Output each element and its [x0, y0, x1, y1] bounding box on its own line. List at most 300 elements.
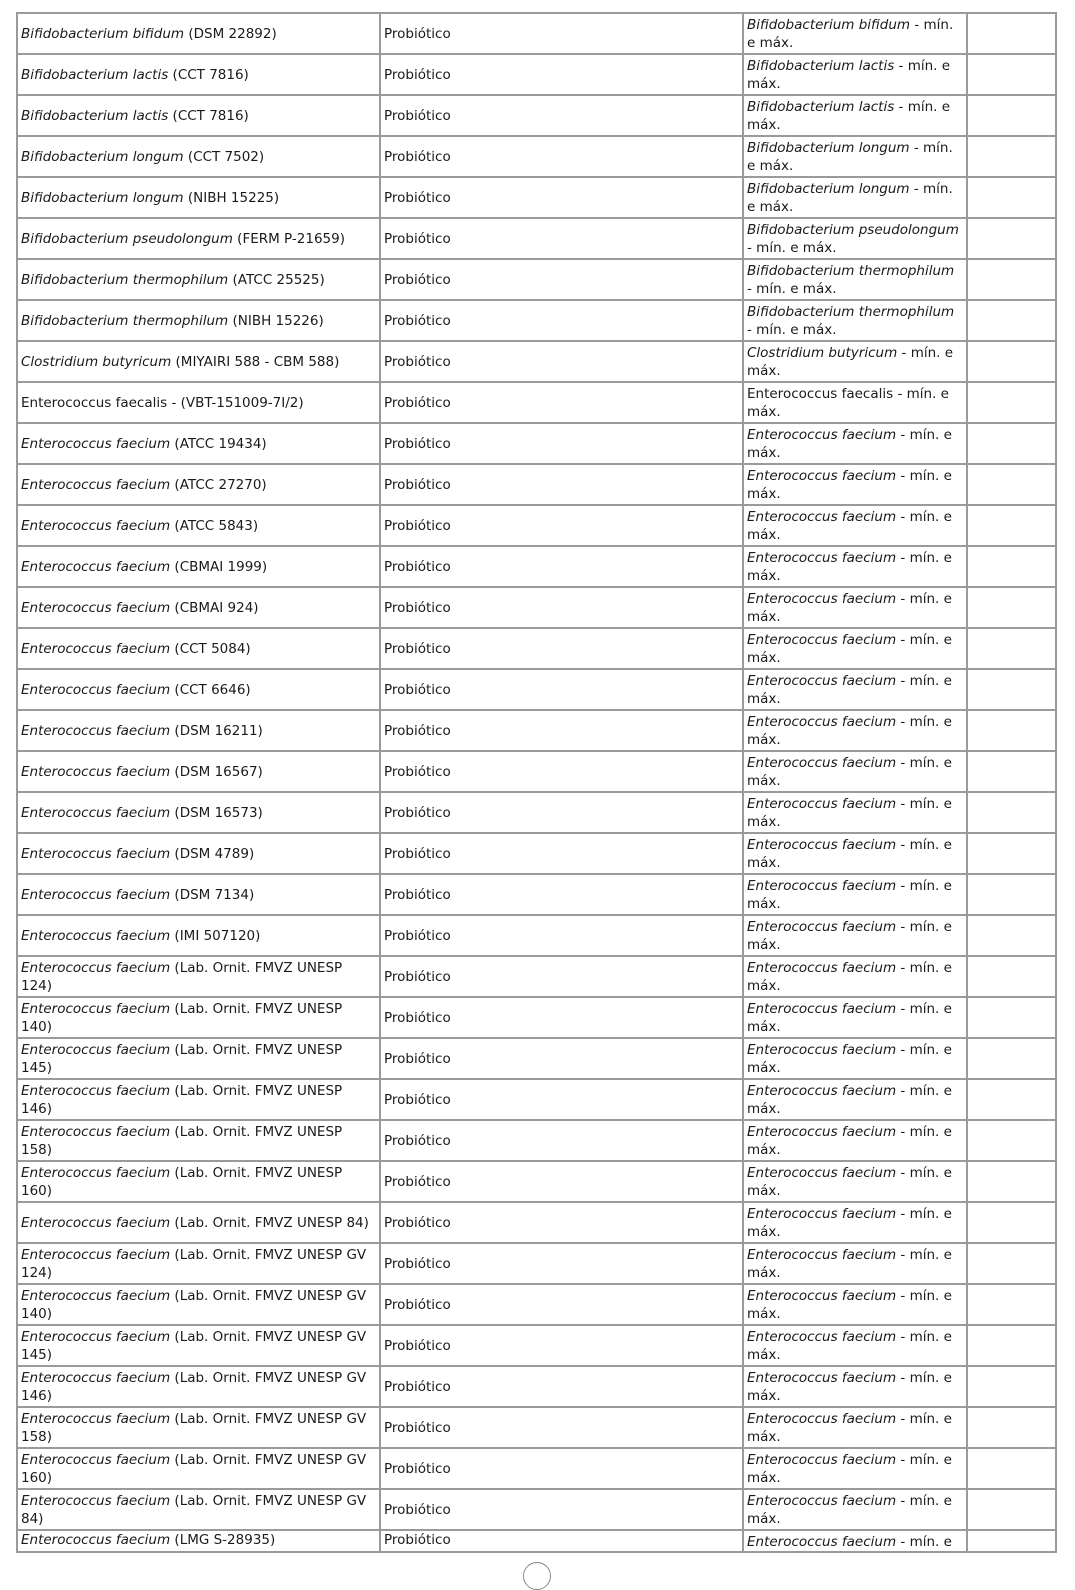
additive-name-cell — [17, 1202, 380, 1243]
strain-code: (DSM 16567) — [174, 763, 263, 780]
strain-code: (Lab. Ornit. FMVZ UNESP GV 124) — [21, 1246, 367, 1281]
empty-cell — [967, 915, 1056, 956]
table-row — [17, 628, 1056, 669]
guarantee-range: - mín. e máx. — [747, 58, 951, 92]
guarantee-cell — [743, 54, 967, 95]
guarantee-cell — [743, 218, 967, 259]
additive-name-cell — [17, 874, 380, 915]
table-row — [17, 1448, 1056, 1489]
table-row — [17, 177, 1056, 218]
species-name: Enterococcus faecium — [21, 1000, 171, 1017]
empty-cell — [967, 997, 1056, 1038]
table-row — [17, 1079, 1056, 1120]
additive-name-cell — [17, 54, 380, 95]
additive-name-cell — [17, 546, 380, 587]
additive-name-cell — [17, 1079, 380, 1120]
additive-name-cell — [17, 751, 380, 792]
guarantee-range: - mín. e máx. — [747, 345, 954, 379]
strain-code: (DSM 7134) — [174, 886, 255, 903]
table-row — [17, 874, 1056, 915]
guarantee-range: - mín. e máx. — [747, 837, 952, 871]
additive-name-cell — [17, 628, 380, 669]
guarantee-species: Enterococcus faecium — [747, 755, 897, 771]
empty-cell — [967, 792, 1056, 833]
strain-code: (LMG S-28935) — [174, 1532, 276, 1548]
empty-cell — [967, 874, 1056, 915]
guarantee-range: - mín. e máx. — [747, 1124, 952, 1158]
empty-cell — [967, 956, 1056, 997]
strain-code: (Lab. Ornit. FMVZ UNESP GV 84) — [21, 1492, 367, 1527]
guarantee-range: - mín. e máx. — [747, 140, 953, 174]
strain-code: (Lab. Ornit. FMVZ UNESP 84) — [174, 1214, 369, 1231]
guarantee-species: Bifidobacterium pseudolongum — [747, 222, 959, 238]
empty-cell — [967, 1284, 1056, 1325]
category-cell: Probiótico — [380, 54, 743, 95]
strain-code: (Lab. Ornit. FMVZ UNESP GV 158) — [21, 1410, 367, 1445]
guarantee-range: - mín. e máx. — [747, 386, 949, 420]
table-row — [17, 792, 1056, 833]
guarantee-range: - mín. e máx. — [747, 322, 837, 338]
table-row — [17, 382, 1056, 423]
additive-name-cell — [17, 341, 380, 382]
table-row — [17, 13, 1056, 54]
species-name: Bifidobacterium pseudolongum — [21, 230, 233, 247]
guarantee-range: - mín. e máx. — [747, 281, 837, 297]
guarantee-range: - mín. e máx. — [747, 1493, 952, 1527]
guarantee-range: - mín. e máx. — [747, 1370, 952, 1404]
guarantee-cell — [743, 1038, 967, 1079]
guarantee-species: Bifidobacterium lactis — [747, 99, 895, 115]
guarantee-cell — [743, 1079, 967, 1120]
guarantee-species: Enterococcus faecium — [747, 796, 897, 812]
category-cell: Probiótico — [380, 1161, 743, 1202]
guarantee-species: Enterococcus faecium — [747, 427, 897, 443]
table-row — [17, 587, 1056, 628]
empty-cell — [967, 464, 1056, 505]
table-row — [17, 546, 1056, 587]
table-row — [17, 1325, 1056, 1366]
species-name: Enterococcus faecium — [21, 1532, 171, 1548]
empty-cell — [967, 628, 1056, 669]
additive-name-cell — [17, 669, 380, 710]
guarantee-range: - mín. e máx. — [747, 878, 952, 912]
strain-code: (DSM 4789) — [174, 845, 255, 862]
guarantee-cell — [743, 505, 967, 546]
guarantee-species: Enterococcus faecium — [747, 1042, 897, 1058]
species-name: Enterococcus faecium — [21, 1246, 171, 1263]
guarantee-species: Enterococcus faecium — [747, 1247, 897, 1263]
strain-code: (Lab. Ornit. FMVZ UNESP 140) — [21, 1000, 343, 1035]
species-name: Enterococcus faecium — [21, 1492, 171, 1509]
species-name: Enterococcus faecium — [21, 435, 171, 452]
table-row — [17, 136, 1056, 177]
guarantee-range: - mín. e máx. — [747, 714, 952, 748]
species-name: Clostridium butyricum — [21, 353, 172, 370]
empty-cell — [967, 669, 1056, 710]
guarantee-cell — [743, 300, 967, 341]
guarantee-species: Enterococcus faecium — [747, 960, 897, 976]
empty-cell — [967, 1120, 1056, 1161]
strain-code: (ATCC 27270) — [174, 476, 267, 493]
guarantee-cell — [743, 751, 967, 792]
additive-name-cell — [17, 1284, 380, 1325]
strain-code: (ATCC 19434) — [174, 435, 267, 452]
guarantee-range: - mín. e máx. — [747, 1452, 952, 1486]
guarantee-cell — [743, 833, 967, 874]
species-name: Enterococcus faecium — [21, 1287, 171, 1304]
guarantee-cell — [743, 915, 967, 956]
species-name: Enterococcus faecium — [21, 1123, 171, 1140]
table-row — [17, 300, 1056, 341]
guarantee-range: - mín. e máx. — [747, 550, 952, 584]
strain-code: (Lab. Ornit. FMVZ UNESP GV 146) — [21, 1369, 367, 1404]
guarantee-species: Bifidobacterium thermophilum — [747, 304, 955, 320]
category-cell: Probiótico — [380, 1284, 743, 1325]
table-row — [17, 1284, 1056, 1325]
empty-cell — [967, 1038, 1056, 1079]
empty-cell — [967, 505, 1056, 546]
table-row — [17, 833, 1056, 874]
category-cell: Probiótico — [380, 1325, 743, 1366]
category-cell: Probiótico — [380, 546, 743, 587]
category-cell: Probiótico — [380, 874, 743, 915]
strain-code: (FERM P-21659) — [237, 230, 345, 247]
empty-cell — [967, 1448, 1056, 1489]
species-name: Enterococcus faecium — [21, 886, 171, 903]
guarantee-species: Enterococcus faecium — [747, 591, 897, 607]
strain-code: (DSM 16211) — [174, 722, 263, 739]
guarantee-range: - mín. e máx. — [747, 919, 952, 953]
strain-code: (DSM 22892) — [188, 25, 277, 42]
guarantee-cell — [743, 1325, 967, 1366]
guarantee-species: Enterococcus faecium — [747, 1001, 897, 1017]
guarantee-species: Enterococcus faecium — [747, 1370, 897, 1386]
species-name: Enterococcus faecium — [21, 1369, 171, 1386]
guarantee-cell — [743, 628, 967, 669]
guarantee-species: Enterococcus faecium — [747, 1165, 897, 1181]
category-cell: Probiótico — [380, 587, 743, 628]
guarantee-cell — [743, 956, 967, 997]
guarantee-species: Bifidobacterium longum — [747, 140, 910, 156]
table-row — [17, 915, 1056, 956]
empty-cell — [967, 136, 1056, 177]
additive-name-cell — [17, 177, 380, 218]
guarantee-species: Bifidobacterium thermophilum — [747, 263, 955, 279]
guarantee-cell — [743, 382, 967, 423]
category-cell: Probiótico — [380, 300, 743, 341]
guarantee-cell — [743, 1530, 967, 1552]
table-row — [17, 341, 1056, 382]
species-name: Enterococcus faecium — [21, 1214, 171, 1231]
empty-cell — [967, 1407, 1056, 1448]
additive-name-cell — [17, 423, 380, 464]
category-cell: Probiótico — [380, 136, 743, 177]
strain-code: (Lab. Ornit. FMVZ UNESP GV 140) — [21, 1287, 367, 1322]
table-row — [17, 956, 1056, 997]
guarantee-species: Enterococcus faecium — [747, 1452, 897, 1468]
guarantee-cell — [743, 136, 967, 177]
strain-code: (CCT 7502) — [187, 148, 265, 165]
additive-name-cell — [17, 1407, 380, 1448]
strain-code: (CCT 7816) — [172, 107, 249, 124]
table-row — [17, 1489, 1056, 1530]
guarantee-cell — [743, 997, 967, 1038]
category-cell: Probiótico — [380, 628, 743, 669]
additive-name-cell — [17, 1038, 380, 1079]
strain-code: (CBMAI 1999) — [174, 558, 268, 575]
additive-name-cell — [17, 1530, 380, 1552]
empty-cell — [967, 218, 1056, 259]
empty-cell — [967, 95, 1056, 136]
species-name: Enterococcus faecium — [21, 763, 171, 780]
guarantee-species: Enterococcus faecium — [747, 673, 897, 689]
species-name: Bifidobacterium thermophilum — [21, 312, 229, 329]
table-row — [17, 1243, 1056, 1284]
table-row — [17, 997, 1056, 1038]
table-row — [17, 1530, 1056, 1552]
guarantee-range: - mín. e máx. — [747, 632, 952, 666]
strain-code: (MIYAIRI 588 - CBM 588) — [175, 353, 340, 370]
guarantee-cell — [743, 464, 967, 505]
guarantee-range: - mín. e máx. — [747, 181, 953, 215]
empty-cell — [967, 1079, 1056, 1120]
additive-name-cell — [17, 218, 380, 259]
additive-name-cell — [17, 136, 380, 177]
category-cell: Probiótico — [380, 1038, 743, 1079]
table-row — [17, 1202, 1056, 1243]
strain-code: (DSM 16573) — [174, 804, 263, 821]
guarantee-range: - mín. e máx. — [747, 591, 952, 625]
category-cell: Probiótico — [380, 1407, 743, 1448]
category-cell: Probiótico — [380, 1079, 743, 1120]
guarantee-species: Enterococcus faecalis — [747, 386, 894, 402]
additive-name-cell — [17, 997, 380, 1038]
category-cell: Probiótico — [380, 956, 743, 997]
empty-cell — [967, 341, 1056, 382]
guarantee-range: - mín. e máx. — [747, 1288, 952, 1322]
empty-cell — [967, 710, 1056, 751]
empty-cell — [967, 1530, 1056, 1552]
additive-name-cell — [17, 1325, 380, 1366]
category-cell: Probiótico — [380, 710, 743, 751]
category-cell: Probiótico — [380, 1489, 743, 1530]
additive-name-cell — [17, 710, 380, 751]
species-name: Enterococcus faecium — [21, 722, 171, 739]
guarantee-species: Enterococcus faecium — [747, 1411, 897, 1427]
guarantee-cell — [743, 710, 967, 751]
empty-cell — [967, 382, 1056, 423]
guarantee-cell — [743, 1243, 967, 1284]
guarantee-cell — [743, 1366, 967, 1407]
strain-code: (Lab. Ornit. FMVZ UNESP GV 160) — [21, 1451, 367, 1486]
category-cell: Probiótico — [380, 1530, 743, 1552]
additive-name-cell — [17, 792, 380, 833]
category-cell: Probiótico — [380, 751, 743, 792]
category-cell: Probiótico — [380, 177, 743, 218]
strain-code: (CBMAI 924) — [174, 599, 259, 616]
table-row — [17, 1366, 1056, 1407]
empty-cell — [967, 13, 1056, 54]
additive-name-cell — [17, 259, 380, 300]
species-name: Enterococcus faecium — [21, 845, 171, 862]
table-row — [17, 218, 1056, 259]
guarantee-range: - mín. e máx. — [747, 17, 954, 51]
guarantee-species: Enterococcus faecium — [747, 1124, 897, 1140]
species-name: Bifidobacterium lactis — [21, 66, 169, 83]
table-row — [17, 1120, 1056, 1161]
guarantee-species: Enterococcus faecium — [747, 468, 897, 484]
table-row — [17, 1161, 1056, 1202]
species-name: Enterococcus faecium — [21, 517, 171, 534]
category-cell: Probiótico — [380, 13, 743, 54]
empty-cell — [967, 300, 1056, 341]
empty-cell — [967, 259, 1056, 300]
guarantee-species: Bifidobacterium bifidum — [747, 17, 911, 33]
category-cell: Probiótico — [380, 997, 743, 1038]
guarantee-species: Enterococcus faecium — [747, 919, 897, 935]
species-name: Enterococcus faecium — [21, 1410, 171, 1427]
guarantee-range: - mín. e máx. — [747, 99, 951, 133]
species-name: Enterococcus faecium — [21, 476, 171, 493]
guarantee-species: Enterococcus faecium — [747, 1329, 897, 1345]
category-cell: Probiótico — [380, 669, 743, 710]
guarantee-cell — [743, 587, 967, 628]
table-row — [17, 1407, 1056, 1448]
guarantee-cell — [743, 792, 967, 833]
guarantee-species: Enterococcus faecium — [747, 1288, 897, 1304]
category-cell: Probiótico — [380, 915, 743, 956]
guarantee-range: - mín. e máx. — [747, 755, 952, 789]
guarantee-cell — [743, 1407, 967, 1448]
species-name: Bifidobacterium bifidum — [21, 25, 185, 42]
strain-code: (Lab. Ornit. FMVZ UNESP 158) — [21, 1123, 343, 1158]
species-name: Enterococcus faecium — [21, 681, 171, 698]
guarantee-range: - mín. e — [896, 1534, 952, 1550]
additive-name-cell — [17, 1243, 380, 1284]
table-row — [17, 1038, 1056, 1079]
guarantee-range: - mín. e máx. — [747, 240, 837, 256]
empty-cell — [967, 1366, 1056, 1407]
species-name: Enterococcus faecium — [21, 558, 171, 575]
empty-cell — [967, 833, 1056, 874]
table-row — [17, 710, 1056, 751]
guarantee-range: - mín. e máx. — [747, 427, 952, 461]
table-body — [17, 13, 1056, 1552]
strain-code: (Lab. Ornit. FMVZ UNESP 145) — [21, 1041, 343, 1076]
guarantee-cell — [743, 177, 967, 218]
additive-name-cell — [17, 382, 380, 423]
additive-name-cell — [17, 833, 380, 874]
guarantee-species: Enterococcus faecium — [747, 509, 897, 525]
guarantee-cell — [743, 341, 967, 382]
empty-cell — [967, 1489, 1056, 1530]
category-cell: Probiótico — [380, 833, 743, 874]
table-row — [17, 751, 1056, 792]
strain-code: (CCT 5084) — [174, 640, 251, 657]
guarantee-range: - mín. e máx. — [747, 673, 952, 707]
guarantee-species: Enterococcus faecium — [747, 1534, 897, 1550]
guarantee-cell — [743, 1202, 967, 1243]
guarantee-species: Enterococcus faecium — [747, 632, 897, 648]
strain-code: (Lab. Ornit. FMVZ UNESP 160) — [21, 1164, 343, 1199]
table-row — [17, 54, 1056, 95]
guarantee-range: - mín. e máx. — [747, 1329, 952, 1363]
additive-name-cell — [17, 956, 380, 997]
guarantee-range: - mín. e máx. — [747, 1165, 952, 1199]
category-cell: Probiótico — [380, 341, 743, 382]
species-name: Enterococcus faecium — [21, 1082, 171, 1099]
table-row — [17, 423, 1056, 464]
guarantee-range: - mín. e máx. — [747, 796, 952, 830]
strain-code: (ATCC 25525) — [232, 271, 325, 288]
guarantee-cell — [743, 874, 967, 915]
additive-name-cell — [17, 1161, 380, 1202]
empty-cell — [967, 1161, 1056, 1202]
guarantee-cell — [743, 95, 967, 136]
page-number-marker — [523, 1562, 551, 1590]
guarantee-species: Bifidobacterium lactis — [747, 58, 895, 74]
strain-code: (Lab. Ornit. FMVZ UNESP GV 145) — [21, 1328, 367, 1363]
additive-name-cell — [17, 1120, 380, 1161]
category-cell: Probiótico — [380, 464, 743, 505]
species-name: Enterococcus faecium — [21, 804, 171, 821]
guarantee-species: Enterococcus faecium — [747, 1206, 897, 1222]
strain-code: (NIBH 15225) — [187, 189, 280, 206]
category-cell: Probiótico — [380, 1243, 743, 1284]
guarantee-range: - mín. e máx. — [747, 1001, 952, 1035]
species-name: Enterococcus faecium — [21, 1451, 171, 1468]
strain-code: (Lab. Ornit. FMVZ UNESP 146) — [21, 1082, 343, 1117]
guarantee-range: - mín. e máx. — [747, 1042, 952, 1076]
species-name: Enterococcus faecalis - (VBT-151009-7I/2) — [21, 394, 304, 411]
table-row — [17, 505, 1056, 546]
species-name: Enterococcus faecium — [21, 640, 171, 657]
empty-cell — [967, 587, 1056, 628]
guarantee-species: Clostridium butyricum — [747, 345, 898, 361]
species-name: Enterococcus faecium — [21, 927, 171, 944]
additive-name-cell — [17, 95, 380, 136]
empty-cell — [967, 751, 1056, 792]
strain-code: (IMI 507120) — [174, 927, 261, 944]
category-cell: Probiótico — [380, 1366, 743, 1407]
additives-table — [16, 12, 1057, 1553]
strain-code: (CCT 7816) — [172, 66, 249, 83]
additive-name-cell — [17, 300, 380, 341]
additive-name-cell — [17, 505, 380, 546]
category-cell: Probiótico — [380, 382, 743, 423]
guarantee-range: - mín. e máx. — [747, 1083, 952, 1117]
empty-cell — [967, 1325, 1056, 1366]
species-name: Enterococcus faecium — [21, 959, 171, 976]
category-cell: Probiótico — [380, 505, 743, 546]
category-cell: Probiótico — [380, 423, 743, 464]
additive-name-cell — [17, 464, 380, 505]
guarantee-species: Enterococcus faecium — [747, 1493, 897, 1509]
species-name: Enterococcus faecium — [21, 599, 171, 616]
species-name: Bifidobacterium lactis — [21, 107, 169, 124]
additive-name-cell — [17, 1489, 380, 1530]
guarantee-cell — [743, 546, 967, 587]
guarantee-species: Enterococcus faecium — [747, 714, 897, 730]
category-cell: Probiótico — [380, 95, 743, 136]
table-row — [17, 95, 1056, 136]
species-name: Bifidobacterium longum — [21, 189, 184, 206]
empty-cell — [967, 423, 1056, 464]
guarantee-cell — [743, 1489, 967, 1530]
guarantee-range: - mín. e máx. — [747, 1247, 952, 1281]
guarantee-cell — [743, 669, 967, 710]
guarantee-cell — [743, 13, 967, 54]
